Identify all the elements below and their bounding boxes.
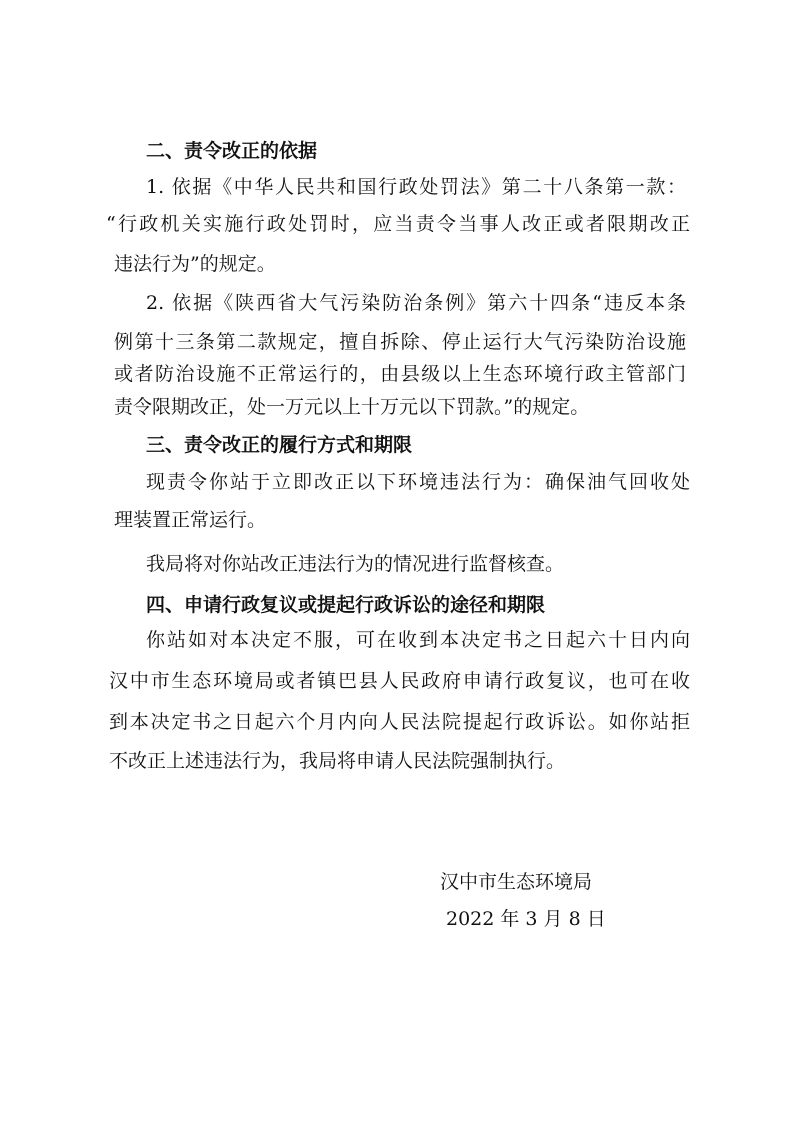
paragraph-line: 或者防治设施不正常运行的，由县级以上生态环境行政主管部门 [114, 363, 686, 385]
paragraph-line: 汉中市生态环境局或者镇巴县人民政府申请行政复议，也可在收 [109, 670, 690, 692]
issuer-name: 汉中市生态环境局 [440, 871, 593, 893]
issue-date: 2022 年 3 月 8 日 [446, 908, 606, 930]
paragraph-line: 到本决定书之日起六个月内向人民法院提起行政诉讼。如你站拒 [109, 711, 690, 733]
paragraph-line: 我局将对你站改正违法行为的情况进行监督核查。 [146, 553, 565, 575]
paragraph-line: 2. 依据《陕西省大气污染防治条例》第六十四条“违反本条 [146, 292, 686, 314]
paragraph-line: 不改正上述违法行为，我局将申请人民法院强制执行。 [109, 750, 566, 772]
section-heading-basis: 二、责令改正的依据 [146, 140, 318, 162]
paragraph-line: 理装置正常运行。 [114, 509, 267, 531]
paragraph-line: 现责令你站于立即改正以下环境违法行为：确保油气回收处 [146, 471, 690, 493]
section-heading-appeal: 四、申请行政复议或提起行政诉讼的途径和期限 [146, 594, 546, 616]
paragraph-line: 你站如对本决定不服，可在收到本决定书之日起六十日内向 [146, 629, 690, 651]
paragraph-line: “行政机关实施行政处罚时，应当责令当事人改正或者限期改正 [106, 213, 690, 235]
paragraph-line: 1. 依据《中华人民共和国行政处罚法》第二十八条第一款： [146, 176, 686, 198]
paragraph-line: 违法行为”的规定。 [114, 253, 276, 275]
paragraph-line: 责令限期改正，处一万元以上十万元以下罚款。”的规定。 [114, 396, 590, 418]
paragraph-line: 例第十三条第二款规定，擅自拆除、停止运行大气污染防治设施 [114, 331, 686, 353]
section-heading-performance: 三、责令改正的履行方式和期限 [146, 434, 413, 456]
